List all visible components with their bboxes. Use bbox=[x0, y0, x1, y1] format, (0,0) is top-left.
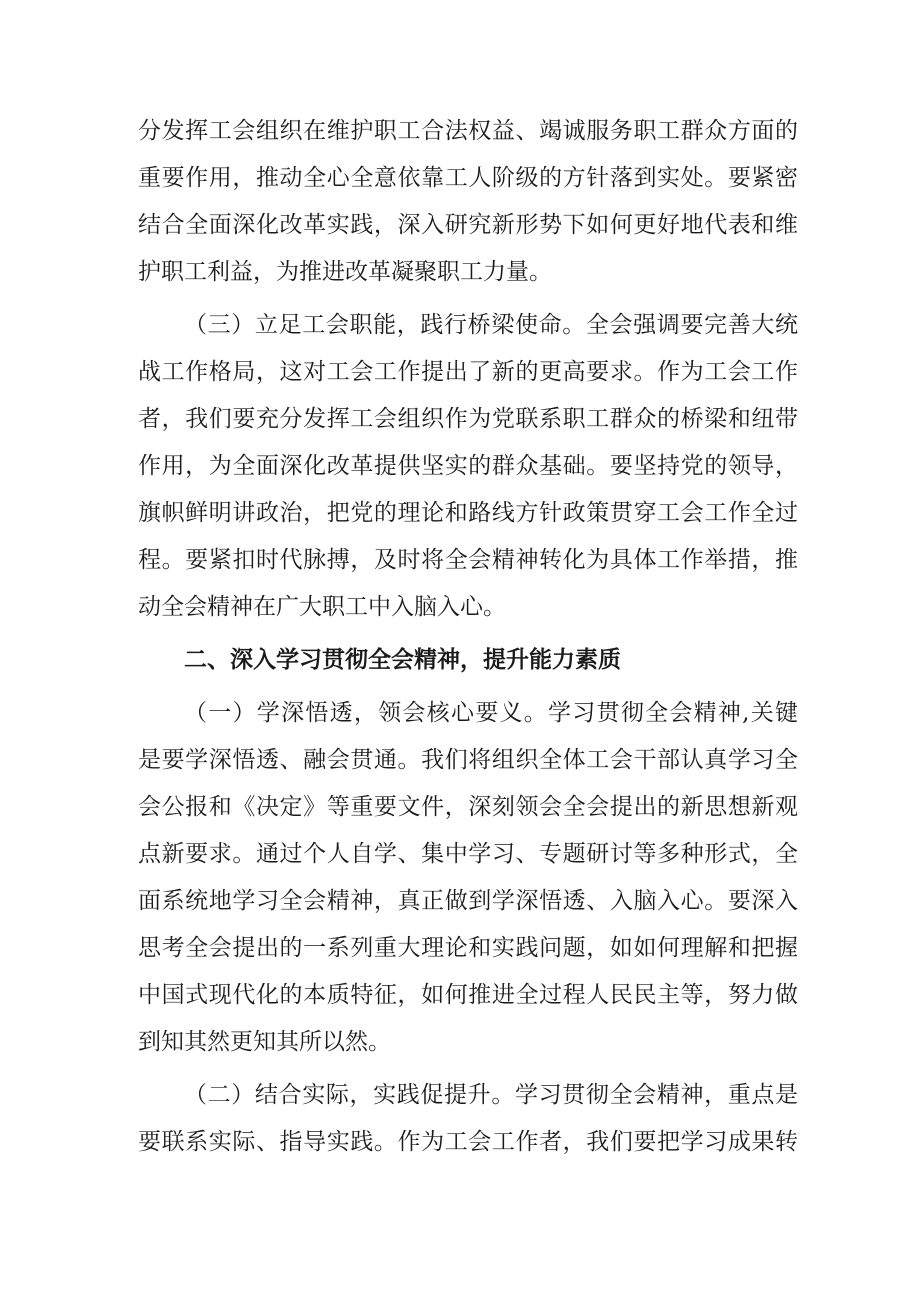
paragraph-2-line-4: 作用，为全面深化改革提供坚实的群众基础。要坚持党的领导， bbox=[138, 453, 798, 479]
paragraph-2-line-7: 动全会精神在广大职工中入脑入心。 bbox=[138, 594, 506, 620]
paragraph-3-line-4: 点新要求。通过个人自学、集中学习、专题研讨等多种形式，全 bbox=[138, 841, 798, 867]
paragraph-1-line-1: 分发挥工会组织在维护职工合法权益、竭诚服务职工群众方面的 bbox=[138, 118, 798, 144]
paragraph-3-line-6: 思考全会提出的一系列重大理论和实践问题，如如何理解和把握 bbox=[138, 935, 798, 961]
section-heading: 二、深入学习贯彻全会精神，提升能力素质 bbox=[184, 647, 621, 673]
paragraph-2-line-1: （三）立足工会职能，践行桥梁使命。全会强调要完善大统 bbox=[184, 312, 798, 338]
paragraph-4-line-1: （二）结合实际，实践促提升。学习贯彻全会精神，重点是 bbox=[184, 1082, 798, 1108]
paragraph-1-line-4: 护职工利益，为推进改革凝聚职工力量。 bbox=[138, 259, 552, 285]
paragraph-3-line-8: 到知其然更知其所以然。 bbox=[138, 1029, 391, 1055]
paragraph-3-line-1: （一）学深悟透，领会核心要义。学习贯彻全会精神,关键 bbox=[184, 700, 798, 726]
paragraph-3-line-5: 面系统地学习全会精神，真正做到学深悟透、入脑入心。要深入 bbox=[138, 888, 798, 914]
paragraph-2-line-5: 旗帜鲜明讲政治，把党的理论和路线方针政策贯穿工会工作全过 bbox=[138, 500, 798, 526]
paragraph-1-line-2: 重要作用，推动全心全意依靠工人阶级的方针落到实处。要紧密 bbox=[138, 165, 798, 191]
paragraph-2-line-3: 者，我们要充分发挥工会组织作为党联系职工群众的桥梁和纽带 bbox=[138, 406, 798, 432]
paragraph-4-line-2: 要联系实际、指导实践。作为工会工作者，我们要把学习成果转 bbox=[138, 1129, 798, 1155]
paragraph-3-line-7: 中国式现代化的本质特征，如何推进全过程人民民主等，努力做 bbox=[138, 982, 798, 1008]
paragraph-3-line-2: 是要学深悟透、融会贯通。我们将组织全体工会干部认真学习全 bbox=[138, 747, 798, 773]
paragraph-2-line-6: 程。要紧扣时代脉搏，及时将全会精神转化为具体工作举措，推 bbox=[138, 547, 798, 573]
paragraph-2-line-2: 战工作格局，这对工会工作提出了新的更高要求。作为工会工作 bbox=[138, 359, 798, 385]
paragraph-3-line-3: 会公报和《决定》等重要文件，深刻领会全会提出的新思想新观 bbox=[138, 794, 798, 820]
paragraph-1-line-3: 结合全面深化改革实践，深入研究新形势下如何更好地代表和维 bbox=[138, 212, 798, 238]
